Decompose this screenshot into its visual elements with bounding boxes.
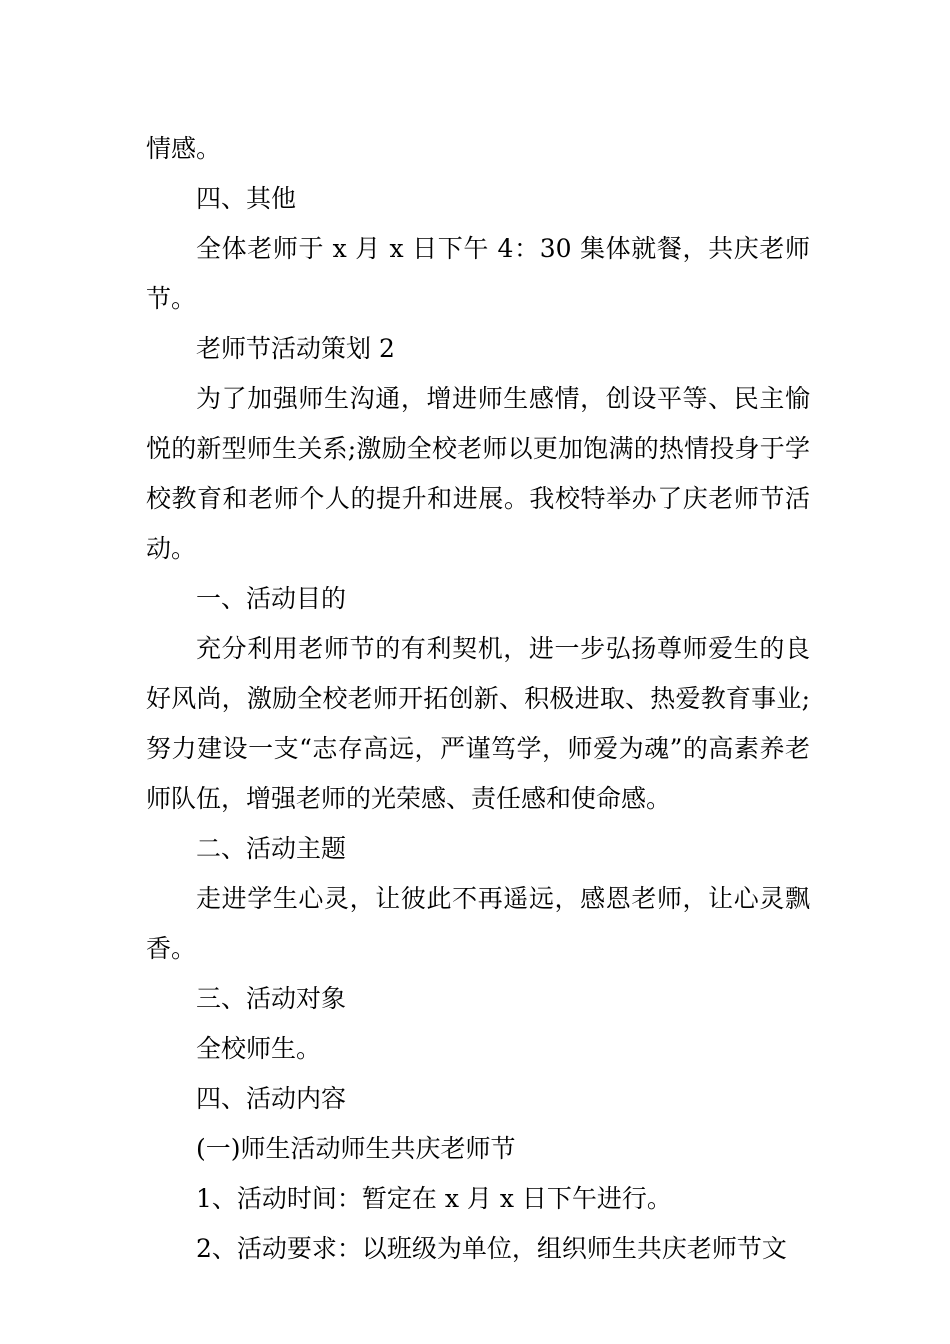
paragraph: 全体老师于 x 月 x 日下午 4：30 集体就餐，共庆老师节。 bbox=[146, 234, 810, 313]
paragraph: 走进学生心灵，让彼此不再遥远，感恩老师，让心灵飘香。 bbox=[146, 884, 810, 963]
paragraph: 全校师生。 bbox=[196, 1034, 322, 1063]
document-body bbox=[146, 124, 810, 1274]
document-subtitle: 老师节活动策划 2 bbox=[196, 334, 395, 363]
list-item: 1、活动时间：暂定在 x 月 x 日下午进行。 bbox=[196, 1184, 672, 1213]
section-heading-other: 四、其他 bbox=[196, 184, 297, 213]
paragraph: 充分利用老师节的有利契机，进一步弘扬尊师爱生的良好风尚，激励全校老师开拓创新、积极进取、热爱教育事业;努力建设一支“志存高远，严谨笃学，师爱为魂”的高素养老师队伍，增强老师的光荣感、责任感和使命感。 bbox=[146, 634, 810, 813]
section-heading-content: 四、活动内容 bbox=[196, 1084, 347, 1113]
subsection-heading: (一)师生活动师生共庆老师节 bbox=[196, 1134, 516, 1163]
section-heading-theme: 二、活动主题 bbox=[196, 834, 347, 863]
paragraph-continuation: 情感。 bbox=[146, 134, 222, 163]
section-heading-purpose: 一、活动目的 bbox=[196, 584, 347, 613]
list-item: 2、活动要求：以班级为单位，组织师生共庆老师节文 bbox=[196, 1234, 787, 1263]
section-heading-audience: 三、活动对象 bbox=[196, 984, 347, 1013]
paragraph-intro: 为了加强师生沟通，增进师生感情，创设平等、民主愉悦的新型师生关系;激励全校老师以更加饱满的热情投身于学校教育和老师个人的提升和进展。我校特举办了庆老师节活动。 bbox=[146, 384, 810, 563]
